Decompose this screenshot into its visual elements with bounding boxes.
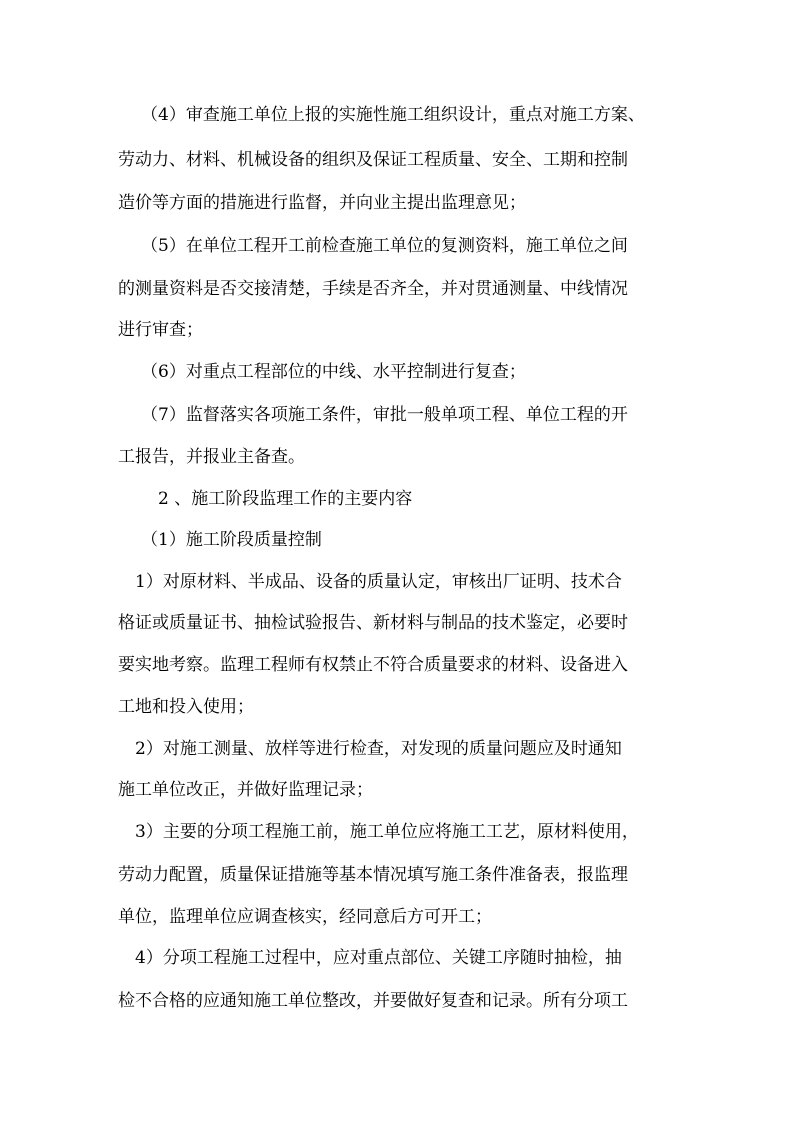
paragraph-line: 施工单位改正，并做好监理记录；: [118, 780, 373, 800]
paragraph-line: 1）对原材料、半成品、设备的质量认定，审核出厂证明、技术合: [135, 572, 622, 592]
paragraph-line: 造价等方面的措施进行监督，并向业主提出监理意见；: [118, 193, 526, 213]
subsection-heading: （1）施工阶段质量控制: [141, 530, 322, 550]
paragraph-line: 单位，监理单位应调查核实，经同意后方可开工；: [118, 907, 492, 927]
paragraph-line: （4）审查施工单位上报的实施性施工组织设计，重点对施工方案、: [141, 105, 645, 125]
paragraph-line: （7）监督落实各项施工条件，审批一般单项工程、单位工程的开: [141, 405, 628, 425]
paragraph-line: 2）对施工测量、放样等进行检查，对发现的质量问题应及时通知: [135, 739, 622, 759]
paragraph-line: 要实地考察。监理工程师有权禁止不符合质量要求的材料、设备进入: [118, 655, 628, 675]
paragraph-line: 4）分项工程施工过程中，应对重点部位、关键工序随时抽检，抽: [135, 948, 622, 968]
paragraph-line: 劳动力配置，质量保证措施等基本情况填写施工条件准备表，报监理: [118, 865, 628, 885]
section-heading: 2 、施工阶段监理工作的主要内容: [158, 489, 413, 509]
paragraph-line: 工报告，并报业主备查。: [118, 447, 305, 467]
paragraph-line: （5）在单位工程开工前检查施工单位的复测资料，施工单位之间: [141, 236, 628, 256]
paragraph-line: 工地和投入使用；: [118, 697, 254, 717]
paragraph-line: 格证或质量证书、抽检试验报告、新材料与制品的技术鉴定，必要时: [118, 613, 628, 633]
paragraph-line: （6）对重点工程部位的中线、水平控制进行复查；: [141, 362, 526, 382]
paragraph-line: 3）主要的分项工程施工前，施工单位应将施工工艺，原材料使用，: [135, 822, 639, 842]
paragraph-line: 进行审查；: [118, 320, 203, 340]
paragraph-line: 劳动力、材料、机械设备的组织及保证工程质量、安全、工期和控制: [118, 150, 628, 170]
paragraph-line: 的测量资料是否交接清楚，手续是否齐全，并对贯通测量、中线情况: [118, 279, 628, 299]
paragraph-line: 检不合格的应通知施工单位整改，并要做好复查和记录。所有分项工: [118, 991, 628, 1011]
